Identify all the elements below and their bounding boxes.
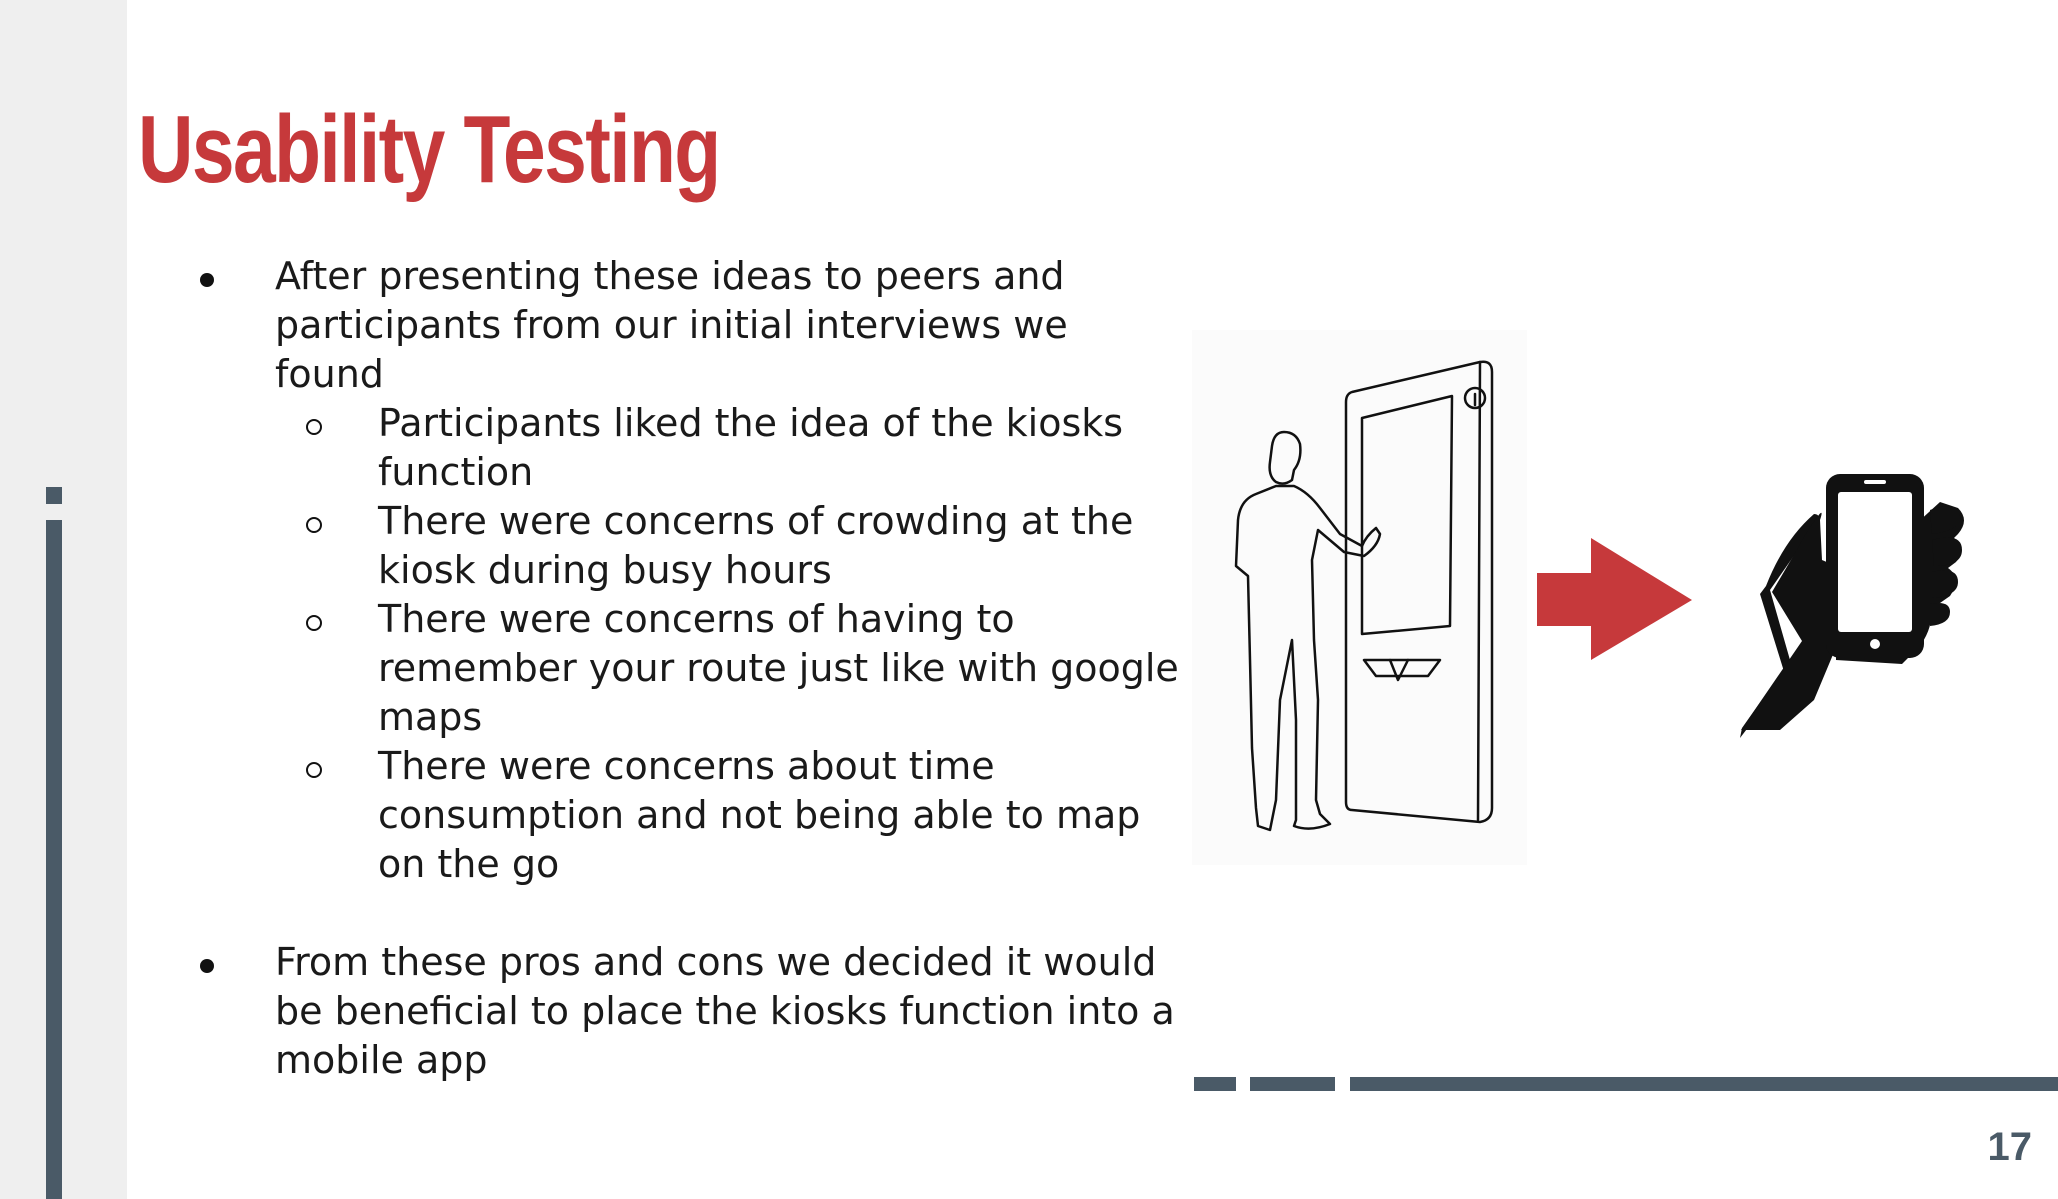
sub-bullet-text: Participants liked the idea of the kiosks function [378,401,1124,494]
slide-title: Usability Testing [138,96,720,203]
bullet-text: From these pros and cons we decided it would be beneficial to place the kiosks function into a mobile app [275,940,1175,1082]
divider-line [1350,1077,2058,1091]
sub-bullet-text: There were concerns about time consumption and not being able to map on the go [378,744,1141,886]
hand-holding-phone-icon [1740,474,1964,738]
bullet-text: After presenting these ideas to peers and participants from our initial interviews we found [275,254,1068,396]
divider-dash [1250,1077,1335,1091]
divider-dash [1194,1077,1236,1091]
person-at-kiosk-drawing [1192,330,1527,865]
sub-bullet-text: There were concerns of having to remember your route just like with google maps [378,597,1179,739]
sub-bullet-text: There were concerns of crowding at the kiosk during busy hours [378,499,1134,592]
arrow-right-icon [1537,538,1692,660]
page-number: 17 [1987,1125,2032,1169]
